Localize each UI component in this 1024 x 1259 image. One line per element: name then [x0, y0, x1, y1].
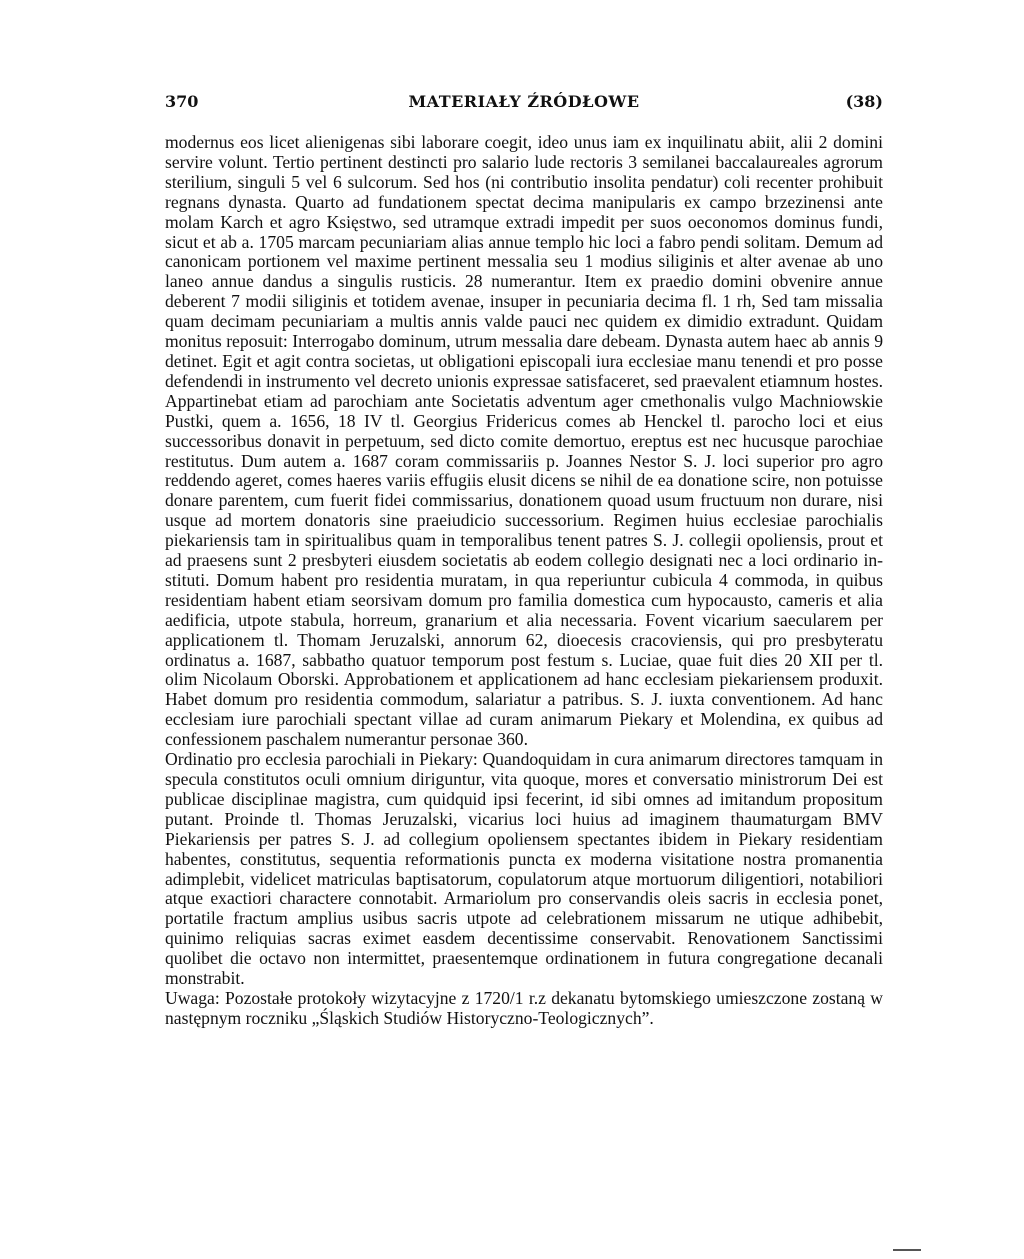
running-title: MATERIAŁY ŹRÓDŁOWE — [408, 92, 640, 111]
section-number: (38) — [845, 92, 883, 111]
body-text — [165, 133, 883, 1029]
paragraph-1: modernus eos licet alienigenas sibi laborare coegit, ideo unus iam ex inquilinatu abiit, alii 2 domini servire volunt. Tertio pertinent destincti pro salario lude rectoris 3 semilanei baccalaureales agrorum sterilium, singuli 5 vel 6 sulcorum. Sed hos (ni contributio insolita pendatur) coli recenter prohibuit regnans dynasta. Quarto ad fundationem spectat decima manipularis ex campo brzezinensi ante molam Karch et agro Księstwo, sed utramque extradi impedit per suos oeconomos dominus fundi, sicut et ab a. 1705 marcam pecuniariam alias annue templo hic loci a fabro pendi solitam. Demum ad canonicam portionem vel maxime pertinent messalia seu 1 modius siliginis et alter avenae ab uno laneo annue dandus a singulis rusticis. 28 numerantur. Item ex praedio domini obvenire annue deberent 7 modii siliginis et totidem avenae, insuper in pecuniaria decima fl. 1 rh, Sed tam missalia quam decimam pecuniariam a multis annis valde pauci nec quidem ex dimidio extradunt. Quidam monitus reposuit: Interrogabo dominum, utrum messalia dare debeam. Dynasta autem haec ab annis 9 detinet. Egit et agit contra societas, ut obligationi episcopali iura ecclesiae manu tenendi et pro posse defendendi in instrumento vel decreto unionis expressae satisfaceret, sed praevalent etiamnum hostes. Appartinebat etiam ad parochiam ante Societatis adventum ager cmethonalis vulgo Machniowskie Pustki, quem a. 1656, 18 IV tl. Georgius Fridericus comes ab Henckel tl. parocho loci et eius successoribus donavit in perpetuum, sed dicto comite demortuo, ereptus est nec hucusque parochiae restitutus. Dum autem a. 1687 coram commissariis p. Joannes Nestor S. J. loci superior pro agro reddendo ageret, comes haeres variis effugiis elusit dicens se nihil de ea donatione scire, non potuisse donare parentem, cum fuerit fidei commissarius, donationem quoad usum fructuum non durare, nisi usque ad mortem donatoris sine praeiudicio successorium. Regimen huius ecclesiae parochialis piekariensis tam in spiritualibus quam in temporalibus tenent patres S. J. collegii opoliensis, prout et ad praesens sunt 2 presbyteri eiusdem societatis ab eodem collegio designati nec a loci ordinario instituti. Domum habent pro residentia muratam, in qua reperiuntur cubicula 4 commoda, in quibus residentiam habent etiam seorsivam domum pro familia domestica cum hypocausto, cameris et alia aedificia, utpote stabula, horreum, granarium et alia necessaria. Fovent vicarium saecularem per applicationem tl. Thomam Jeruzalski, annorum 62, dioecesis cracoviensis, qui pro presbyteratu ordinatus a. 1687, sabbatho quatuor temporum post festum s. Luciae, quae fuit dies 20 XII per tl. olim Nicolaum Oborski. Approbationem et applicationem ad hanc ecclesiam piekariensem produxit. Habet domum pro residentia commodum, salariatur a patribus. S. J. iuxta conventionem. Ad hanc ecclesiam iure parochiali spectant villae ad curam animarum Piekary et Molendina, ex quibus ad confessionem paschalem numerantur personae 360. — [165, 132, 883, 750]
page-header — [165, 92, 883, 116]
editor-note: Uwaga: Pozostałe protokoły wizytacyjne z 1720/1 r.z dekanatu bytomskiego umieszczone zostaną w następnym roczniku „Śląskich Studiów Historyczno-Teologicznych”. — [165, 987, 883, 1028]
page-number: 370 — [165, 92, 199, 111]
paragraph-ordinatio: Ordinatio pro ecclesia parochiali in Piekary: Quandoquidam in cura animarum directores tamquam in specula constitutos oculi omnium diriguntur, vita quoque, mores et conversatio ministrorum Dei est publicae disciplinae magistra, cum quidquid ipsi fecerint, id sibi omnes ad imitandum propositum putant. Proinde tl. Thomas Jeruzalski, vicarius loci huius ad imaginem thaumaturgam BMV Piekariensis per patres S. J. ad collegium opoliensem spectantes ibidem in Piekary residentiam habentes, constitutus, sequentia reformationis puncta ex moderna visitatione nostra promanentia adimplebit, videlicet matriculas baptisatorum, copulatorum atque mortuorum diligentiori, notabiliori atque exactiori charactere connotabit. Armariolum pro conservandis oleis sacris in ecclesia ponet, portatile fractum amplius usibus sacris utpote ad celebrationem missarum ne utique adhibebit, quinimo reliquias sacras eximet easdem decentissime conservabit. Renovationem Sanctissimi quolibet die octavo non intermittet, praesentemque ordinationem in futura congregatione decanali monstrabit. — [165, 749, 883, 989]
scan-edge-mark — [893, 1249, 921, 1251]
